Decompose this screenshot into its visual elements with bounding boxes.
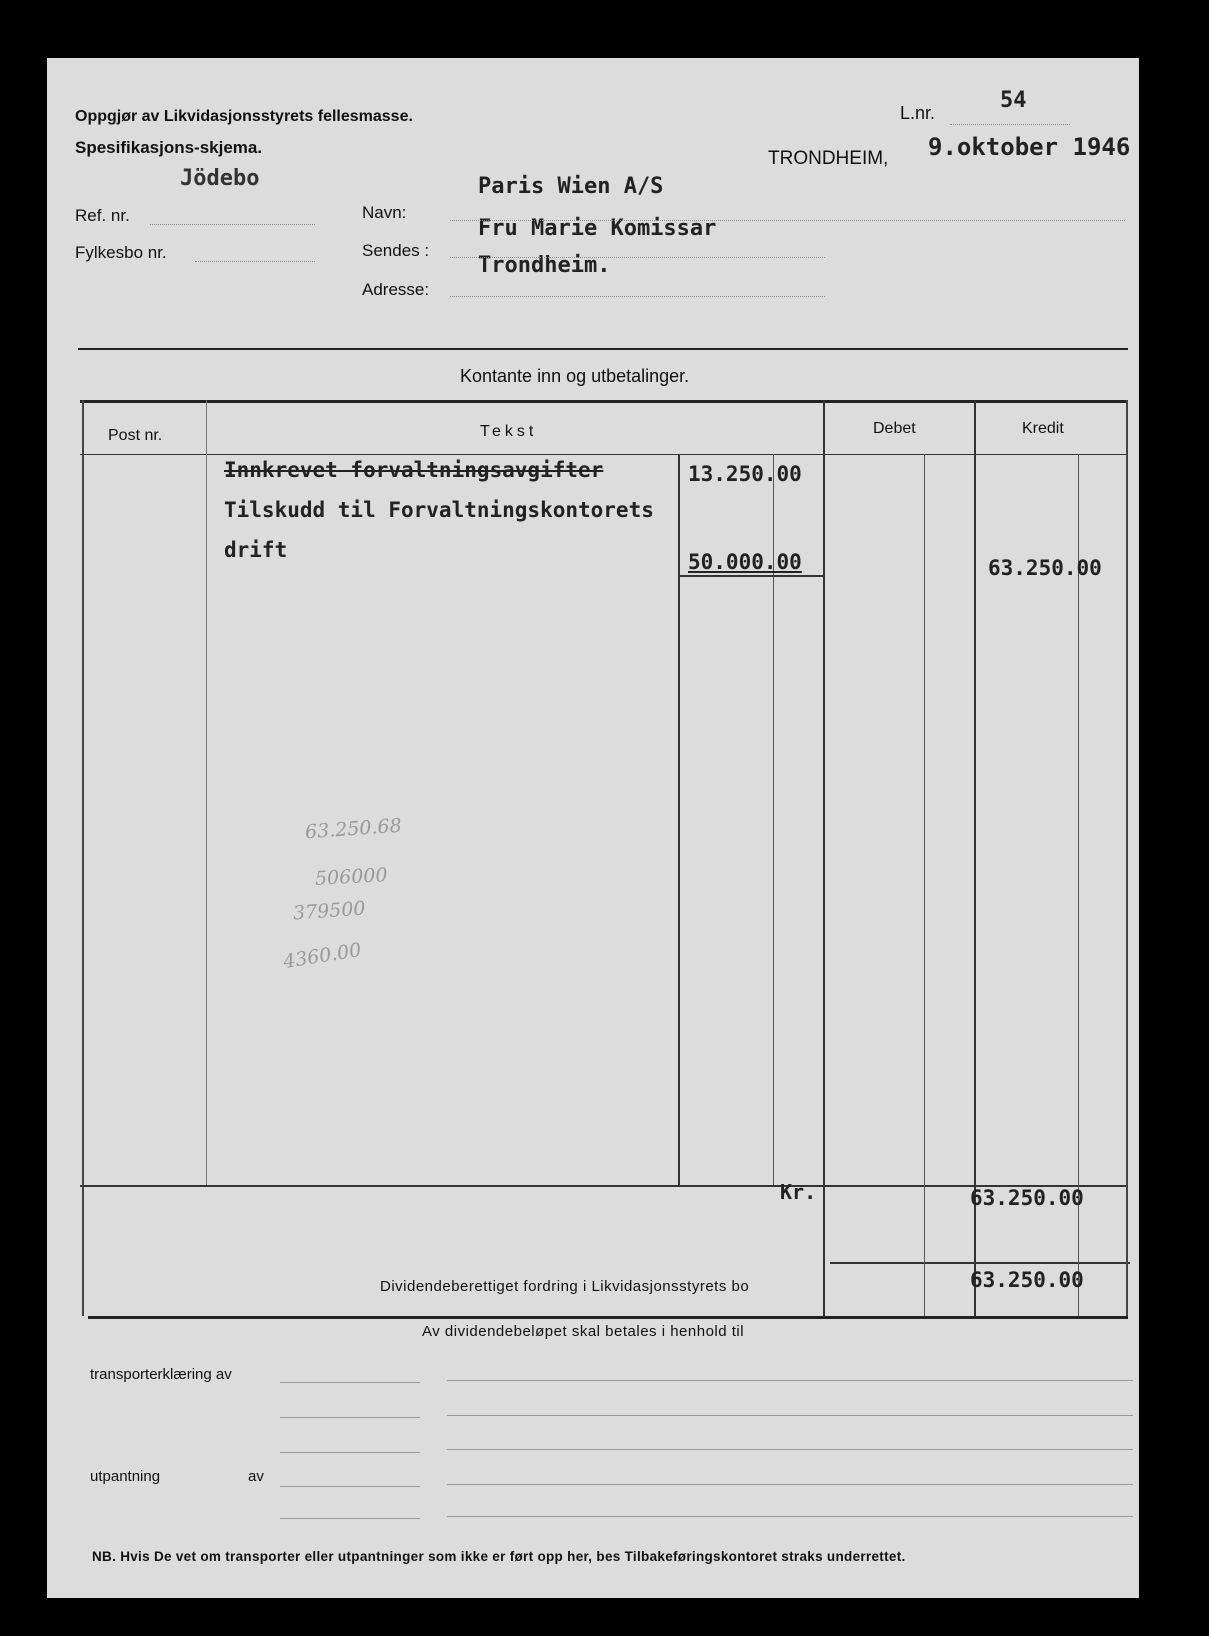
debet-column-border xyxy=(823,400,825,1316)
utpantning-short-line-1 xyxy=(280,1452,420,1453)
table-header-border xyxy=(80,454,1128,455)
transport-short-line-2 xyxy=(280,1417,420,1418)
handwritten-name: Jödebo xyxy=(180,166,260,191)
row-2-text: Tilskudd til Forvaltningskontorets xyxy=(224,498,654,522)
col-kredit-header: Kredit xyxy=(1022,420,1064,437)
kr-label: Kr. xyxy=(780,1180,817,1204)
section-title: Kontante inn og utbetalinger. xyxy=(460,366,690,386)
dividend-note: Av dividendebeløpet skal betales i henhold til xyxy=(422,1323,745,1340)
navn-label: Navn: xyxy=(362,203,407,222)
form-subtitle: Spesifikasjons-skjema. xyxy=(75,138,263,157)
navn-value-2: Fru Marie Komissar xyxy=(478,216,717,241)
dividend-value: 63.250.00 xyxy=(970,1268,1084,1292)
utpantning-short-line-3 xyxy=(280,1518,420,1519)
pencil-note-2: 506000 xyxy=(314,864,389,890)
utpantning-long-line-3 xyxy=(447,1516,1133,1517)
fylkesbo-line xyxy=(195,261,315,262)
transport-short-line-1 xyxy=(280,1382,420,1383)
subtotal-rule xyxy=(678,575,825,577)
utpantning-av-label: av xyxy=(248,1468,264,1485)
pencil-note-3: 379500 xyxy=(292,897,367,925)
l-nr-value: 54 xyxy=(1000,88,1027,113)
tekst-amount-border xyxy=(678,454,680,1185)
navn-value-1: Paris Wien A/S xyxy=(478,174,664,199)
col-debet-header: Debet xyxy=(873,420,916,437)
col-post-header: Post nr. xyxy=(108,427,163,444)
post-column-border xyxy=(206,400,207,1185)
row-1-amount: 13.250.00 xyxy=(688,462,802,486)
form-title: Oppgjør av Likvidasjonsstyrets fellesmasse. xyxy=(75,108,413,125)
sendes-value: Trondheim. xyxy=(478,253,611,278)
table-right-border xyxy=(1126,400,1128,1316)
utpantning-long-line-2 xyxy=(447,1484,1133,1485)
city-label: TRONDHEIM, xyxy=(768,148,889,169)
row-3-text: drift xyxy=(224,538,288,562)
row-1-text: Innkrevet forvaltningsavgifter xyxy=(224,458,604,482)
pencil-note-1: 63.250.68 xyxy=(304,814,403,844)
dividend-label: Dividendeberettiget fordring i Likvidasjonsstyrets bo xyxy=(380,1278,750,1295)
adresse-label: Adresse: xyxy=(362,280,430,299)
navn-line xyxy=(450,220,1125,221)
total-kredit: 63.250.00 xyxy=(970,1186,1084,1210)
pencil-note-4: 4360.00 xyxy=(281,938,363,974)
fylkesbo-label: Fylkesbo nr. xyxy=(75,243,167,262)
utpantning-short-line-2 xyxy=(280,1486,420,1487)
transport-long-line-2 xyxy=(447,1415,1133,1416)
l-nr-line xyxy=(950,124,1070,125)
table-top-border xyxy=(80,400,1128,403)
kredit-column-border xyxy=(974,400,976,1316)
sendes-line xyxy=(450,257,825,258)
l-nr-label: L.nr. xyxy=(900,103,936,123)
ref-label: Ref. nr. xyxy=(75,206,130,225)
section-divider xyxy=(78,348,1128,350)
col-tekst-header: Tekst xyxy=(480,423,538,440)
debet-cents-border xyxy=(924,454,925,1316)
sendes-label: Sendes : xyxy=(362,241,430,260)
utpantning-long-line-1 xyxy=(447,1449,1133,1450)
table-left-border xyxy=(82,400,84,1316)
kredit-total-line xyxy=(830,1262,1130,1264)
nb-note: NB. Hvis De vet om transporter eller utpantninger som ikke er ført opp her, bes Tilbakeføringskontoret straks underrettet. xyxy=(92,1549,906,1564)
transport-label: transporterklæring av xyxy=(90,1366,232,1383)
ref-line xyxy=(150,224,315,225)
transport-long-line-1 xyxy=(447,1380,1133,1381)
table-bottom-border xyxy=(88,1316,1128,1319)
row-3-amount: 50.000.00 xyxy=(688,550,802,574)
document-date: 9.oktober 1946 xyxy=(928,133,1131,161)
adresse-line xyxy=(450,296,825,297)
utpantning-label: utpantning xyxy=(90,1468,161,1485)
row-3-kredit: 63.250.00 xyxy=(988,556,1102,580)
